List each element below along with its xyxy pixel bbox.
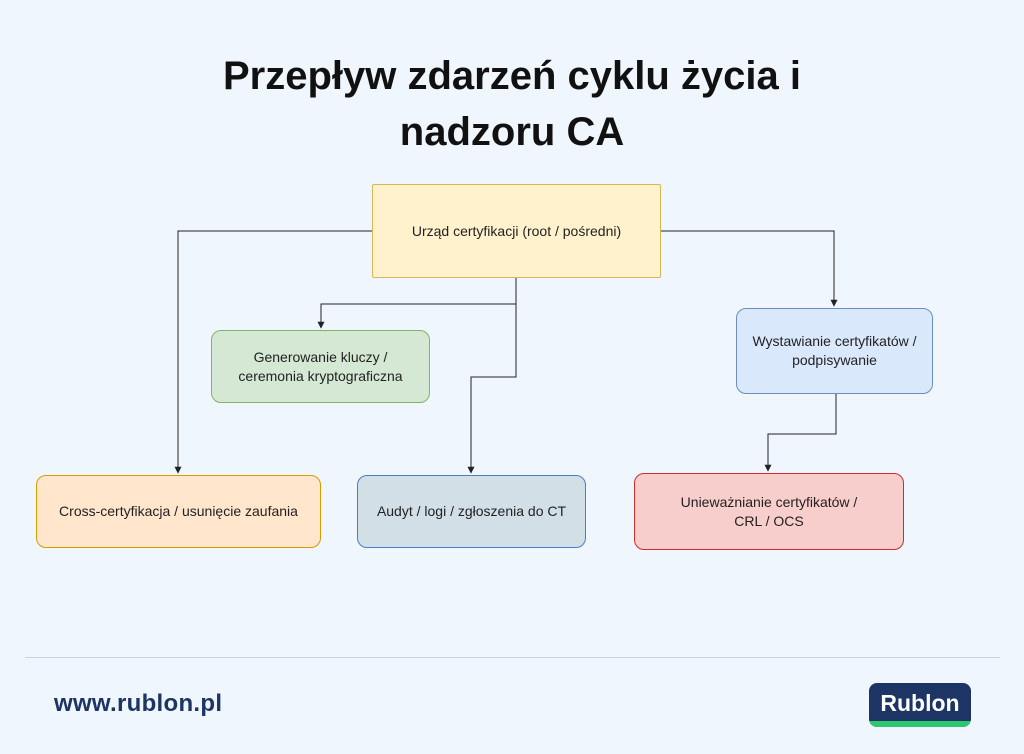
node-certificate-revocation xyxy=(634,473,904,550)
node-audit-logs xyxy=(357,475,586,548)
title-line-1: Przepływ zdarzeń cyklu życia i xyxy=(222,54,802,98)
node-cross-label: Cross-certyfikacja / usunięcie zaufania xyxy=(59,503,298,519)
node-keys-label-1: Generowanie kluczy / xyxy=(253,348,388,365)
node-cross-certification xyxy=(36,475,321,548)
node-key-generation xyxy=(211,330,430,403)
edge-ca-to-keys xyxy=(321,278,516,328)
logo-accent-stripe xyxy=(869,721,971,727)
edge-issue-to-revoke xyxy=(768,394,836,471)
node-revoke-label-1: Unieważnianie certyfikatów / xyxy=(680,493,858,510)
rublon-logo xyxy=(869,683,971,727)
node-audit-label: Audyt / logi / zgłoszenia do CT xyxy=(376,503,567,519)
website-link[interactable]: www.rublon.pl xyxy=(54,690,223,717)
node-issue-label-1: Wystawianie certyfikatów / xyxy=(752,333,917,349)
node-revoke-label-2: CRL / OCS xyxy=(734,512,804,529)
footer-divider xyxy=(25,657,1000,658)
node-certificate-issuance xyxy=(736,308,933,394)
node-issue-label-2: podpisywanie xyxy=(792,352,877,368)
node-certification-authority xyxy=(372,184,661,278)
node-ca-label: Urząd certyfikacji (root / pośredni) xyxy=(411,222,622,239)
edge-ca-to-issue xyxy=(661,231,834,306)
rublon-logo-text: Rublon xyxy=(880,690,960,716)
node-keys-label-2: ceremonia kryptograficzna xyxy=(238,367,403,384)
edge-ca-to-audit xyxy=(471,304,516,473)
title-line-2: nadzoru CA xyxy=(399,110,625,154)
